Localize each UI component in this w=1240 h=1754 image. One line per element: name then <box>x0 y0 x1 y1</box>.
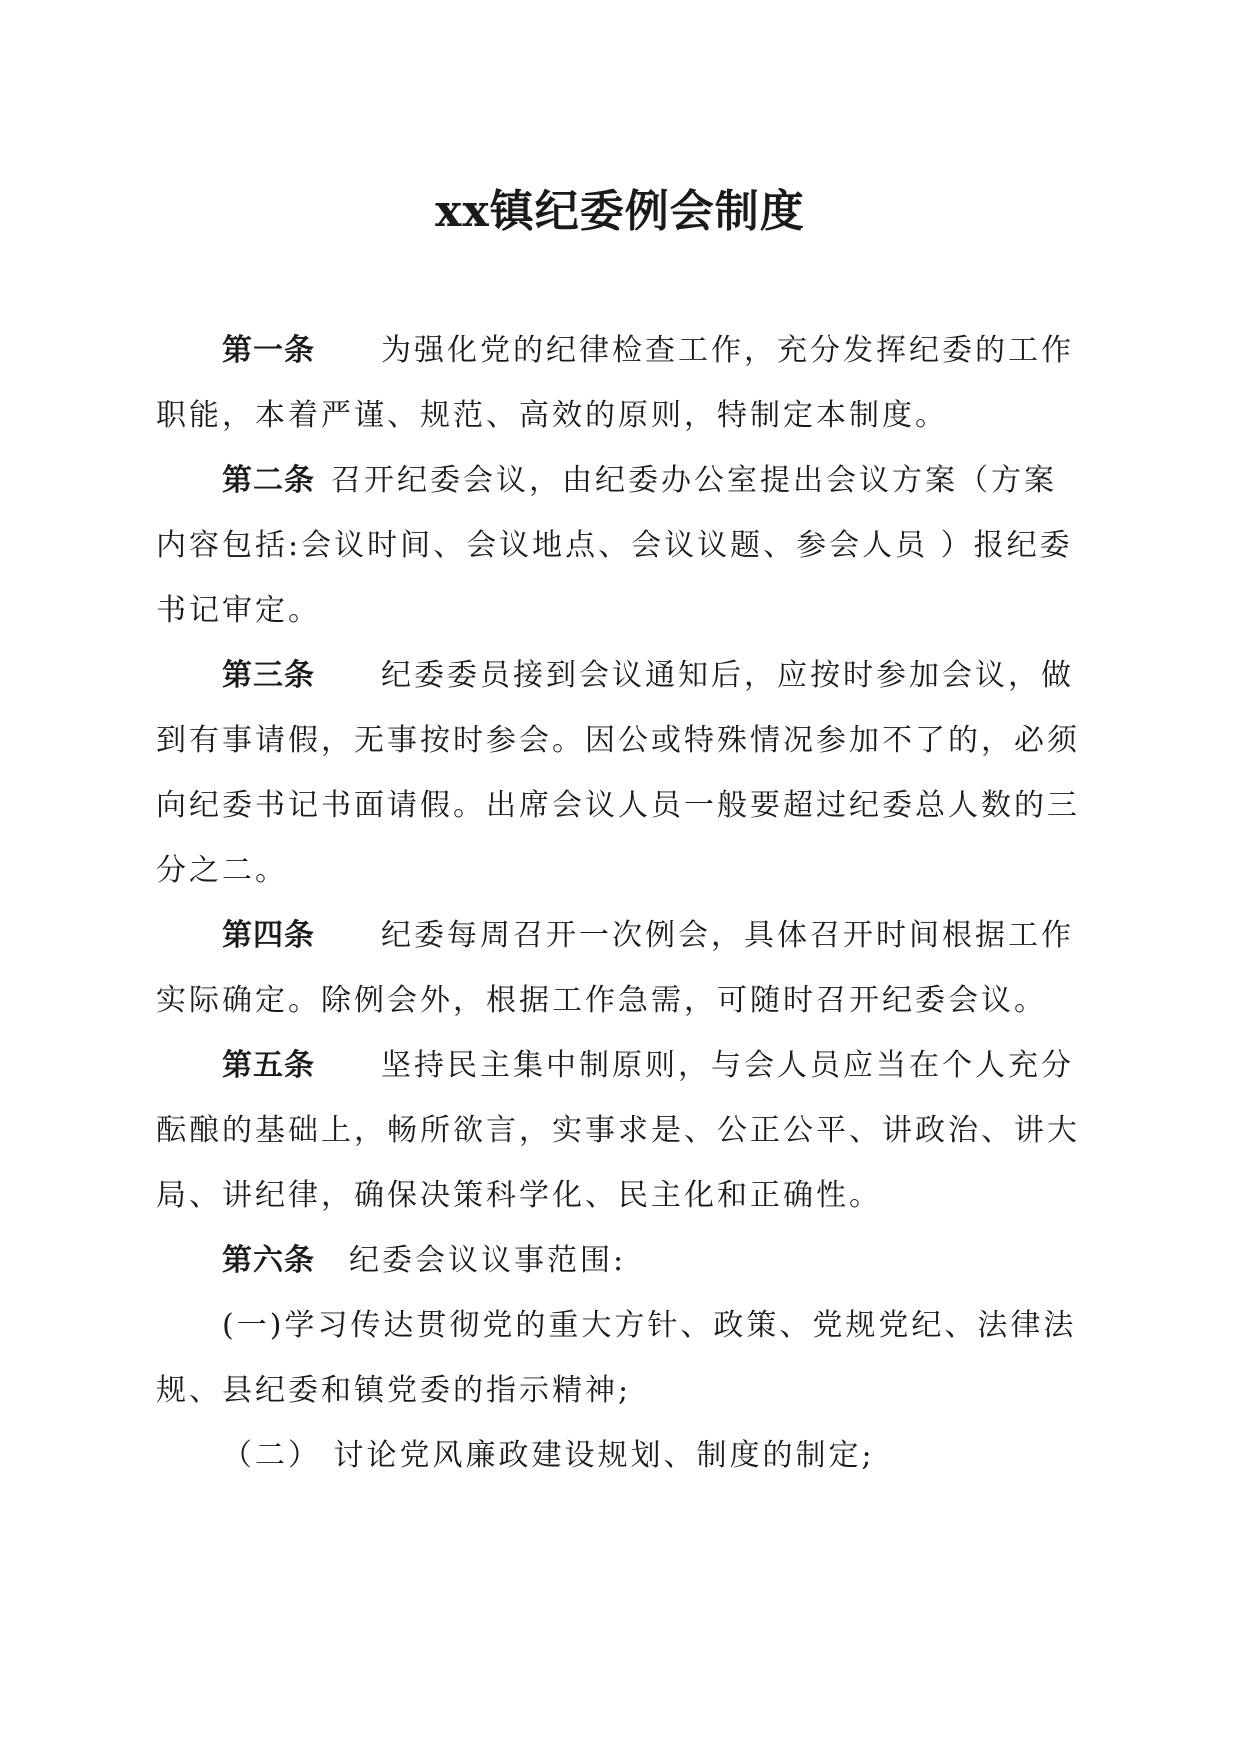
article-2 <box>156 448 1086 643</box>
list-item-2: （二） 讨论党风廉政建设规划、制度的制定; <box>222 1438 875 1473</box>
list-item-1: (一)学习传达贯彻党的重大方针、政策、党规党纪、法律法规、县纪委和镇党委的指示精神; <box>156 1308 1077 1408</box>
article-text: 召开纪委会议，由纪委办公室提出会议方案（方案内容包括:会议时间、会议地点、会议议题、参会人员 ）报纪委书记审定。 <box>156 463 1073 628</box>
article-text: 坚持民主集中制原则，与会人员应当在个人充分酝酿的基础上，畅所欲言，实事求是、公正公平、讲政治、讲大局、讲纪律，确保决策科学化、民主化和正确性。 <box>156 1048 1080 1213</box>
article-3 <box>156 643 1086 903</box>
article-label: 第一条 <box>222 333 315 368</box>
article-label: 第三条 <box>222 658 315 693</box>
document-body <box>156 318 1086 1488</box>
article-label: 第五条 <box>222 1048 315 1083</box>
article-4 <box>156 903 1086 1033</box>
article-1 <box>156 318 1086 448</box>
article-label: 第六条 <box>222 1243 315 1278</box>
article-6 <box>156 1228 1086 1293</box>
article-text: 纪委会议议事范围: <box>349 1243 627 1278</box>
article-5 <box>156 1033 1086 1228</box>
article-label: 第四条 <box>222 918 315 953</box>
article-label: 第二条 <box>222 463 315 498</box>
article-text: 纪委委员接到会议通知后，应按时参加会议，做到有事请假，无事按时参会。因公或特殊情况参加不了的，必须向纪委书记书面请假。出席会议人员一般要超过纪委总人数的三分之二。 <box>156 658 1080 888</box>
article-text: 纪委每周召开一次例会，具体召开时间根据工作实际确定。除例会外，根据工作急需，可随时召开纪委会议。 <box>156 918 1074 1018</box>
article-text: 为强化党的纪律检查工作，充分发挥纪委的工作职能，本着严谨、规范、高效的原则，特制定本制度。 <box>156 333 1074 433</box>
document-title: xx镇纪委例会制度 <box>435 186 805 237</box>
